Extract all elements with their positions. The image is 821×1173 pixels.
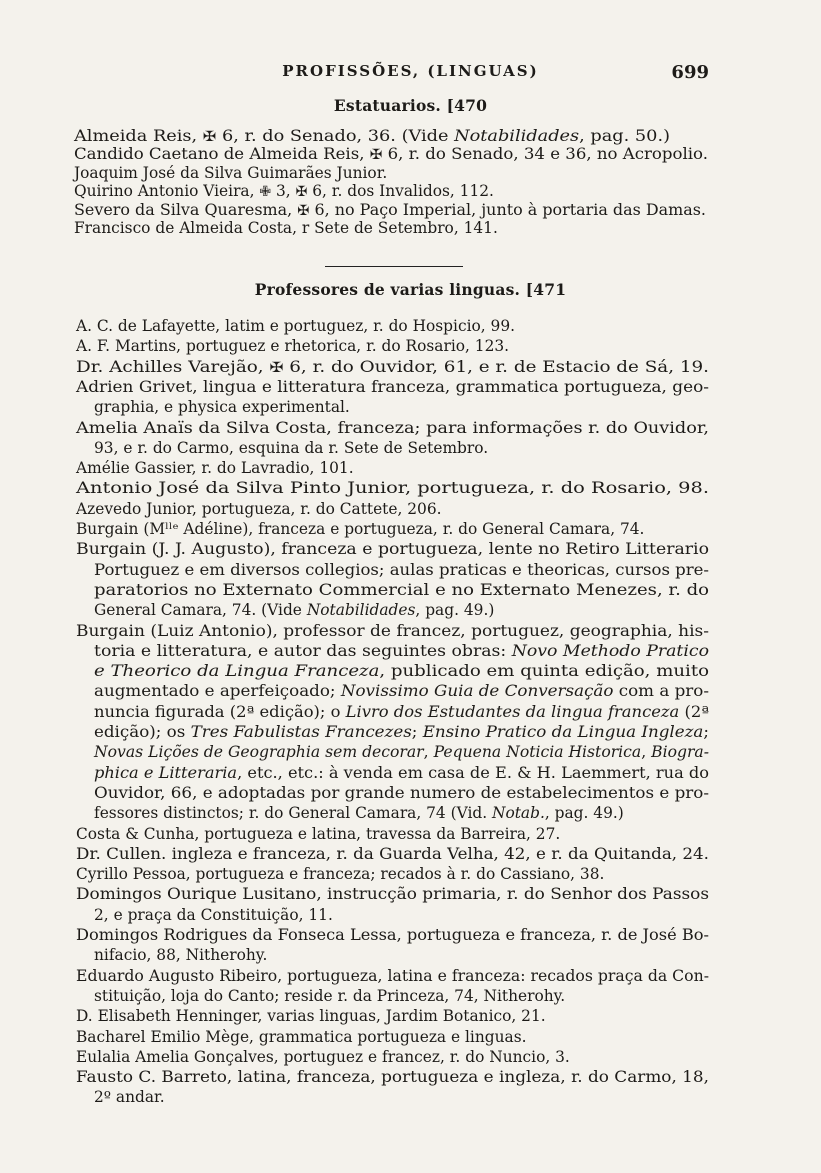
- text-line: Portuguez e em diversos collegios; aulas praticas e theoricas, cursos pre-: [94, 560, 709, 579]
- text-line: fessores distinctos; r. do General Camara, 74 (Vid. Notab., pag. 49.): [94, 804, 624, 823]
- page-number: 699: [671, 62, 709, 83]
- text-line: Domingos Ourique Lusitano, instrucção primaria, r. do Senhor dos Passos: [76, 885, 709, 904]
- text-line: Candido Caetano de Almeida Reis, ✠ 6, r. do Senado, 34 e 36, no Acropolio.: [74, 145, 708, 164]
- running-head: PROFISSÕES, (LINGUAS): [282, 62, 539, 80]
- italic-title: Novissimo Guia de Conversação: [340, 682, 614, 701]
- text-line: Azevedo Junior, portugueza, r. do Cattete, 206.: [76, 499, 442, 518]
- text-line: General Camara, 74. (Vide Notabilidades, pag. 49.): [94, 601, 495, 620]
- text-line: 2, e praça da Constituição, 11.: [94, 905, 333, 924]
- decoration-mark-icon: ✙: [259, 184, 272, 201]
- decoration-mark-icon: ✠: [202, 129, 217, 145]
- text-line: Cyrillo Pessoa, portugueza e franceza; recados à r. do Cassiano, 38.: [76, 865, 605, 884]
- italic-title: Novas Lições de Geographia sem decorar: [94, 743, 424, 762]
- italic-title: Novo Methodo Pratico: [511, 641, 709, 660]
- text-line: Antonio José da Silva Pinto Junior, portugueza, r. do Rosario, 98.: [76, 479, 709, 498]
- italic-title: Tres Fabulistas Francezes: [190, 723, 412, 741]
- section-title-estatuarios: Estatuarios. [470: [333, 96, 488, 115]
- text-line: paratorios no Externato Commercial e no Externato Menezes, r. do: [94, 580, 709, 599]
- text-line: A. C. de Lafayette, latim e portuguez, r. do Hospicio, 99.: [76, 317, 516, 335]
- text-line: Eduardo Augusto Ribeiro, portugueza, latina e franceza: recados praça da Con-: [76, 966, 710, 985]
- text-line: Francisco de Almeida Costa, r Sete de Setembro, 141.: [74, 219, 498, 237]
- italic-title: Notabilidades: [306, 601, 416, 620]
- text-line: Dr. Cullen. ingleza e franceza, r. da Guarda Velha, 42, e r. da Quitanda, 24.: [76, 844, 709, 863]
- text-line: 93, e r. do Carmo, esquina da r. Sete de Setembro.: [94, 438, 489, 457]
- italic-title: Pequena Noticia Historica: [433, 743, 642, 762]
- text-line: Costa & Cunha, portugueza e latina, travessa da Barreira, 27.: [76, 824, 561, 843]
- text-line: nifacio, 88, Nitherohy.: [94, 946, 268, 965]
- section-title-professores: Professores de varias linguas. [471: [254, 280, 567, 299]
- italic-title: e Theorico da Lingua Franceza: [94, 662, 380, 681]
- text-line: D. Elisabeth Henninger, varias linguas, Jardim Botanico, 21.: [76, 1007, 546, 1026]
- text-line: phica e Litteraria, etc., etc.: à venda em casa de E. & H. Laemmert, rua do: [94, 763, 709, 782]
- italic-title: Notabilidades: [454, 127, 580, 145]
- italic-title: phica e Litteraria: [94, 763, 238, 782]
- text-line: Almeida Reis, ✠ 6, r. do Senado, 36. (Vide Notabilidades, pag. 50.): [74, 127, 670, 145]
- text-line: Novas Lições de Geographia sem decorar, Pequena Noticia Historica, Biogra-: [94, 743, 709, 762]
- text-line: Amélie Gassier, r. do Lavradio, 101.: [76, 459, 354, 478]
- decoration-mark-icon: ✠: [369, 147, 383, 164]
- italic-title: Notab.: [492, 804, 545, 823]
- text-line: Quirino Antonio Vieira, ✙ 3, ✠ 6, r. dos Invalidos, 112.: [74, 182, 494, 201]
- italic-title: Ensino Pratico da Lingua Ingleza: [422, 723, 704, 741]
- text-line: Adrien Grivet, lingua e litteratura franceza, grammatica portugueza, geo-: [76, 377, 709, 396]
- section-divider: [325, 266, 463, 267]
- text-line: Fausto C. Barreto, latina, franceza, portugueza e ingleza, r. do Carmo, 18,: [76, 1068, 709, 1087]
- text-line: Burgain (Luiz Antonio), professor de francez, portuguez, geographia, his-: [76, 621, 709, 640]
- text-line: augmentado e aperfeiçoado; Novissimo Guia de Conversação com a pro-: [94, 682, 709, 701]
- text-line: nuncia figurada (2ª edição); o Livro dos Estudantes da lingua franceza (2ª: [94, 702, 709, 721]
- text-line: A. F. Martins, portuguez e rhetorica, r. do Rosario, 123.: [76, 337, 510, 356]
- text-line: Dr. Achilles Varejão, ✠ 6, r. do Ouvidor, 61, e r. de Estacio de Sá, 19.: [76, 357, 709, 376]
- text-line: Bacharel Emilio Mège, grammatica portugueza e linguas.: [76, 1027, 527, 1046]
- decoration-mark-icon: ✠: [269, 359, 284, 376]
- text-line: Joaquim José da Silva Guimarães Junior.: [74, 163, 388, 182]
- text-line: stituição, loja do Canto; reside r. da Princeza, 74, Nitherohy.: [94, 986, 566, 1005]
- text-line: Burgain (J. J. Augusto), franceza e portugueza, lente no Retiro Litterario: [76, 540, 709, 559]
- text-line: Severo da Silva Quaresma, ✠ 6, no Paço Imperial, junto à portaria das Damas.: [74, 200, 706, 219]
- decoration-mark-icon: ✠: [297, 202, 310, 219]
- text-line: 2º andar.: [94, 1088, 165, 1107]
- italic-title: Biogra-: [651, 743, 709, 762]
- text-line: edição); os Tres Fabulistas Francezes; Ensino Pratico da Lingua Ingleza;: [94, 723, 709, 741]
- text-line: graphia, e physica experimental.: [94, 398, 350, 417]
- text-line: Eulalia Amelia Gonçalves, portuguez e francez, r. do Nuncio, 3.: [76, 1047, 570, 1066]
- text-line: Ouvidor, 66, e adoptadas por grande numero de estabelecimentos e pro-: [94, 783, 709, 802]
- text-line: Domingos Rodrigues da Fonseca Lessa, portugueza e franceza, r. de José Bo-: [76, 926, 709, 944]
- text-line: Amelia Anaïs da Silva Costa, franceza; para informações r. do Ouvidor,: [76, 418, 709, 437]
- italic-title: Livro dos Estudantes da lingua franceza: [345, 702, 680, 721]
- text-line: Burgain (Mˡˡᵉ Adéline), franceza e portugueza, r. do General Camara, 74.: [76, 520, 645, 538]
- text-line: toria e litteratura, e autor das seguintes obras: Novo Methodo Pratico: [94, 641, 709, 660]
- text-line: e Theorico da Lingua Franceza, publicado em quinta edição, muito: [94, 662, 709, 681]
- decoration-mark-icon: ✠: [295, 184, 308, 201]
